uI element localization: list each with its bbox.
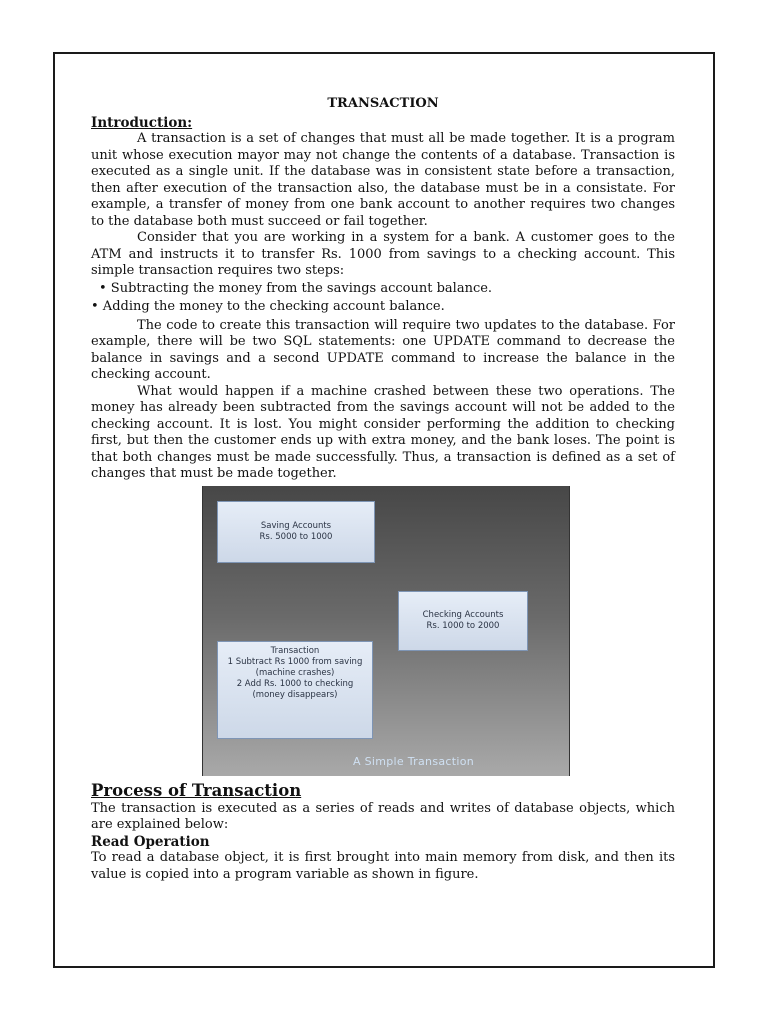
document-body <box>91 96 675 883</box>
read-operation-paragraph: To read a database object, it is first brought into main memory from disk, and then its value is copied into a program variable as shown in figure. <box>91 850 675 882</box>
transaction-step-2: 2 Add Rs. 1000 to checking <box>236 678 354 689</box>
process-paragraph: The transaction is executed as a series of reads and writes of database objects, which are explained below: <box>91 800 675 832</box>
bullet-add: • Adding the money to the checking account balance. <box>91 299 445 314</box>
transaction-step-1-note: (machine crashes) <box>255 667 335 678</box>
intro-paragraph-1: A transaction is a set of changes that must all be made together. It is a program unit whose execution mayor may not change the contents of a database. Transaction is executed as a single unit. If the database was in consistent state before a transaction, then after execution of the transaction also, the database must be in a consistate. For example, a transfer of money from one bank account to another requires two changes to the database both must succeed or fail together. <box>91 131 675 229</box>
intro-paragraph-2: Consider that you are working in a system for a bank. A customer goes to the ATM and instructs it to transfer Rs. 1000 from savings to a checking account. This simple transaction requires two steps: <box>91 230 675 278</box>
checking-accounts-label: Checking Accounts <box>422 609 504 620</box>
transaction-label: Transaction <box>270 645 320 656</box>
intro-paragraph-3: The code to create this transaction will require two updates to the database. For example, there will be two SQL statements: one UPDATE command to decrease the balance in savings and a second UPDATE command to increase the balance in the checking account. <box>91 317 675 382</box>
intro-paragraph-4: What would happen if a machine crashed between these two operations. The money has already been subtracted from the savings account will not be added to the checking account. It is lost. You might consider performing the addition to checking first, but then the customer ends up with extra money, and the bank loses. The point is that both changes must be made successfully. Thus, a transaction is defined as a set of changes that must be made together. <box>91 383 675 481</box>
saving-accounts-box <box>217 501 375 563</box>
introduction-heading: Introduction: <box>91 114 193 131</box>
bullet-subtract: • Subtracting the money from the savings account balance. <box>99 280 493 296</box>
checking-accounts-box <box>398 591 528 651</box>
transaction-box <box>217 641 373 739</box>
saving-accounts-label: Saving Accounts <box>260 520 332 531</box>
transaction-step-1: 1 Subtract Rs 1000 from saving <box>227 656 363 667</box>
checking-accounts-amount: Rs. 1000 to 2000 <box>426 620 500 631</box>
page-title: TRANSACTION <box>327 96 439 111</box>
process-heading: Process of Transaction <box>91 780 302 800</box>
figure-caption: A Simple Transaction <box>353 754 475 768</box>
transaction-diagram <box>202 486 570 776</box>
transaction-step-2-note: (money disappears) <box>252 689 338 700</box>
read-operation-heading: Read Operation <box>91 833 210 850</box>
saving-accounts-amount: Rs. 5000 to 1000 <box>259 531 333 542</box>
